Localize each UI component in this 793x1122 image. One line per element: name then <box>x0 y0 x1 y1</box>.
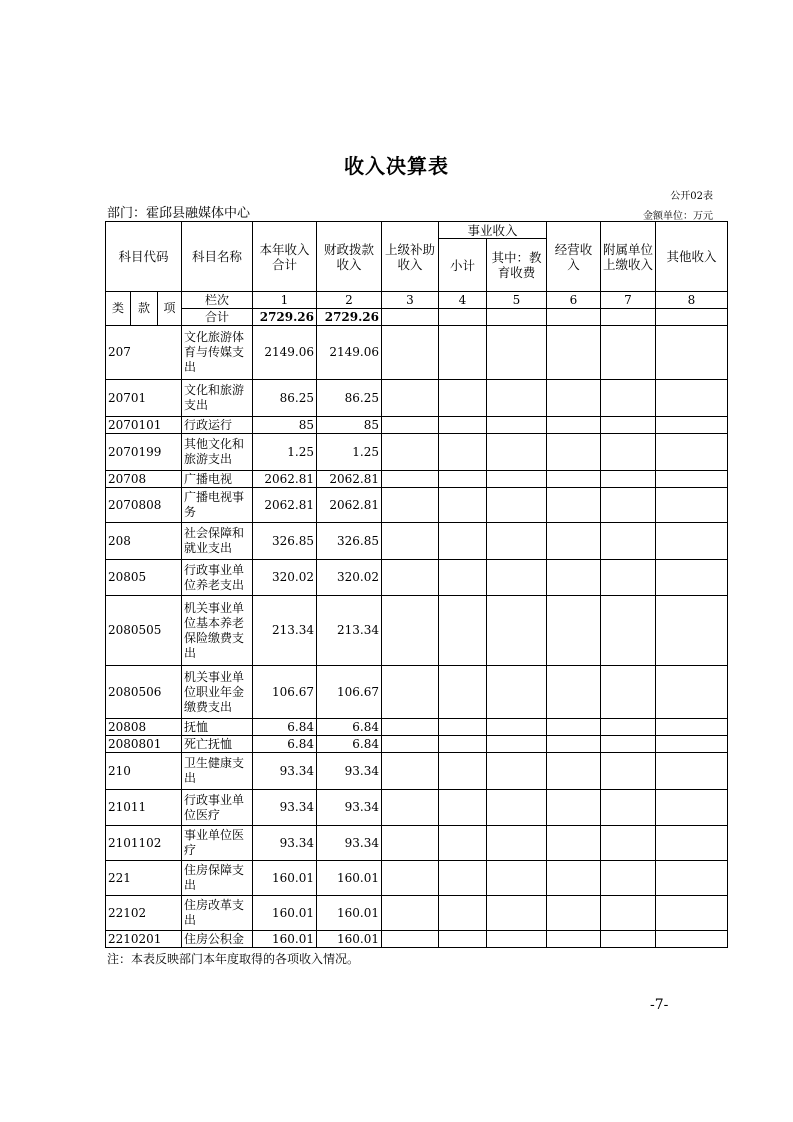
empty-cell <box>382 380 439 417</box>
page-title: 收入决算表 <box>344 154 449 178</box>
fiscal-value: 160.01 <box>317 896 382 931</box>
empty-cell <box>439 596 487 666</box>
total-income-value: 93.34 <box>253 790 317 826</box>
empty-cell <box>601 753 656 790</box>
table-row <box>106 753 728 790</box>
subject-name: 社会保障和就业支出 <box>182 523 253 560</box>
col-num: 3 <box>382 292 439 309</box>
fiscal-value: 160.01 <box>317 861 382 896</box>
header-fiscal: 财政拨款收入 <box>317 222 382 292</box>
empty-cell <box>547 471 601 488</box>
table-row <box>106 666 728 719</box>
empty-cell <box>439 309 487 326</box>
empty-cell <box>547 861 601 896</box>
empty-cell <box>601 326 656 380</box>
header-other: 其他收入 <box>656 222 728 292</box>
total-income-value: 1.25 <box>253 434 317 471</box>
empty-cell <box>547 753 601 790</box>
empty-cell <box>601 896 656 931</box>
table-row <box>106 826 728 861</box>
table-row <box>106 523 728 560</box>
total-income-value: 160.01 <box>253 896 317 931</box>
fiscal-value: 2149.06 <box>317 326 382 380</box>
department-label: 部门：霍邱县融媒体中心 <box>107 206 251 221</box>
empty-cell <box>601 826 656 861</box>
empty-cell <box>601 560 656 596</box>
fiscal-value: 6.84 <box>317 736 382 753</box>
header-subject-name: 科目名称 <box>182 222 253 292</box>
empty-cell <box>547 417 601 434</box>
table-row <box>106 471 728 488</box>
table-row <box>106 790 728 826</box>
table-row <box>106 380 728 417</box>
empty-cell <box>547 326 601 380</box>
subject-name: 住房保障支出 <box>182 861 253 896</box>
table-row <box>106 596 728 666</box>
empty-cell <box>487 471 547 488</box>
subject-name: 文化旅游体育与传媒支出 <box>182 326 253 380</box>
subject-code: 2070808 <box>106 488 182 523</box>
empty-cell <box>382 861 439 896</box>
empty-cell <box>382 326 439 380</box>
subject-code: 20808 <box>106 719 182 736</box>
empty-cell <box>601 736 656 753</box>
empty-cell <box>547 896 601 931</box>
empty-cell <box>382 896 439 931</box>
empty-cell <box>439 417 487 434</box>
empty-cell <box>656 326 728 380</box>
empty-cell <box>601 417 656 434</box>
empty-cell <box>656 719 728 736</box>
empty-cell <box>601 471 656 488</box>
subject-name: 死亡抚恤 <box>182 736 253 753</box>
empty-cell <box>439 326 487 380</box>
empty-cell <box>487 488 547 523</box>
empty-cell <box>487 719 547 736</box>
empty-cell <box>601 719 656 736</box>
empty-cell <box>547 560 601 596</box>
empty-cell <box>547 931 601 948</box>
income-table <box>105 221 728 948</box>
fiscal-value: 93.34 <box>317 826 382 861</box>
empty-cell <box>656 434 728 471</box>
col-num: 2 <box>317 292 382 309</box>
col-num: 4 <box>439 292 487 309</box>
empty-cell <box>547 523 601 560</box>
subject-name: 机关事业单位基本养老保险缴费支出 <box>182 596 253 666</box>
fiscal-value: 1.25 <box>317 434 382 471</box>
header-education-fee: 其中：教育收费 <box>487 239 547 292</box>
empty-cell <box>601 309 656 326</box>
empty-cell <box>487 523 547 560</box>
empty-cell <box>439 719 487 736</box>
empty-cell <box>382 666 439 719</box>
empty-cell <box>439 560 487 596</box>
total-income-value: 93.34 <box>253 826 317 861</box>
empty-cell <box>656 931 728 948</box>
empty-cell <box>547 736 601 753</box>
empty-cell <box>487 309 547 326</box>
header-col-order: 栏次 <box>182 292 253 309</box>
subject-name: 广播电视 <box>182 471 253 488</box>
subject-code: 21011 <box>106 790 182 826</box>
empty-cell <box>487 736 547 753</box>
table-row <box>106 417 728 434</box>
subject-name: 事业单位医疗 <box>182 826 253 861</box>
empty-cell <box>656 488 728 523</box>
subject-code: 2070199 <box>106 434 182 471</box>
empty-cell <box>656 666 728 719</box>
total-income-value: 160.01 <box>253 931 317 948</box>
empty-cell <box>382 560 439 596</box>
empty-cell <box>547 380 601 417</box>
fiscal-value: 160.01 <box>317 931 382 948</box>
subject-name: 机关事业单位职业年金缴费支出 <box>182 666 253 719</box>
subject-code: 210 <box>106 753 182 790</box>
empty-cell <box>487 434 547 471</box>
subject-code: 208 <box>106 523 182 560</box>
empty-cell <box>439 380 487 417</box>
empty-cell <box>601 790 656 826</box>
empty-cell <box>382 523 439 560</box>
empty-cell <box>439 523 487 560</box>
empty-cell <box>382 309 439 326</box>
subject-code: 207 <box>106 326 182 380</box>
empty-cell <box>382 488 439 523</box>
table-row <box>106 896 728 931</box>
empty-cell <box>487 596 547 666</box>
fiscal-value: 326.85 <box>317 523 382 560</box>
subject-code: 20701 <box>106 380 182 417</box>
empty-cell <box>656 417 728 434</box>
empty-cell <box>487 753 547 790</box>
fiscal-value: 106.67 <box>317 666 382 719</box>
empty-cell <box>382 826 439 861</box>
col-num: 6 <box>547 292 601 309</box>
empty-cell <box>656 826 728 861</box>
table-row <box>106 434 728 471</box>
table-row <box>106 326 728 380</box>
total-income-value: 93.34 <box>253 753 317 790</box>
empty-cell <box>547 826 601 861</box>
form-id: 公开02表 <box>670 191 713 202</box>
empty-cell <box>439 790 487 826</box>
page-number: -7- <box>650 997 669 1013</box>
subject-name: 卫生健康支出 <box>182 753 253 790</box>
table-row <box>106 861 728 896</box>
header-item: 项 <box>158 292 182 326</box>
fiscal-value: 2062.81 <box>317 488 382 523</box>
col-num: 5 <box>487 292 547 309</box>
total-label: 合计 <box>182 309 253 326</box>
fiscal-value: 320.02 <box>317 560 382 596</box>
subject-name: 行政运行 <box>182 417 253 434</box>
empty-cell <box>487 380 547 417</box>
empty-cell <box>601 666 656 719</box>
table-row <box>106 719 728 736</box>
empty-cell <box>656 523 728 560</box>
empty-cell <box>656 896 728 931</box>
empty-cell <box>547 434 601 471</box>
empty-cell <box>547 309 601 326</box>
empty-cell <box>601 596 656 666</box>
header-section: 款 <box>131 292 158 326</box>
fiscal-value: 93.34 <box>317 790 382 826</box>
empty-cell <box>382 719 439 736</box>
empty-cell <box>439 488 487 523</box>
total-income-value: 2149.06 <box>253 326 317 380</box>
empty-cell <box>656 596 728 666</box>
empty-cell <box>547 719 601 736</box>
table-row <box>106 736 728 753</box>
empty-cell <box>439 666 487 719</box>
col-num: 8 <box>656 292 728 309</box>
header-affiliated: 附属单位上缴收入 <box>601 222 656 292</box>
total-income-value: 326.85 <box>253 523 317 560</box>
total-income-value: 6.84 <box>253 719 317 736</box>
total-income-value: 2729.26 <box>253 309 317 326</box>
empty-cell <box>439 931 487 948</box>
subject-code: 2080506 <box>106 666 182 719</box>
empty-cell <box>382 596 439 666</box>
total-income-value: 6.84 <box>253 736 317 753</box>
subject-name: 住房公积金 <box>182 931 253 948</box>
total-income-value: 213.34 <box>253 596 317 666</box>
subject-code: 2070101 <box>106 417 182 434</box>
col-num: 1 <box>253 292 317 309</box>
subject-name: 文化和旅游支出 <box>182 380 253 417</box>
empty-cell <box>382 471 439 488</box>
empty-cell <box>601 523 656 560</box>
empty-cell <box>487 326 547 380</box>
total-income-value: 106.67 <box>253 666 317 719</box>
empty-cell <box>547 596 601 666</box>
empty-cell <box>601 931 656 948</box>
empty-cell <box>382 753 439 790</box>
table-row <box>106 488 728 523</box>
fiscal-value: 213.34 <box>317 596 382 666</box>
table-row <box>106 931 728 948</box>
empty-cell <box>656 753 728 790</box>
empty-cell <box>656 560 728 596</box>
total-income-value: 320.02 <box>253 560 317 596</box>
empty-cell <box>439 896 487 931</box>
empty-cell <box>656 861 728 896</box>
empty-cell <box>656 380 728 417</box>
header-business-income: 事业收入 <box>439 222 547 239</box>
empty-cell <box>547 488 601 523</box>
total-income-value: 2062.81 <box>253 488 317 523</box>
fiscal-value: 86.25 <box>317 380 382 417</box>
fiscal-value: 6.84 <box>317 719 382 736</box>
subject-code: 20708 <box>106 471 182 488</box>
total-income-value: 85 <box>253 417 317 434</box>
empty-cell <box>601 861 656 896</box>
subject-name: 其他文化和旅游支出 <box>182 434 253 471</box>
empty-cell <box>439 434 487 471</box>
total-income-value: 160.01 <box>253 861 317 896</box>
subject-code: 2080801 <box>106 736 182 753</box>
empty-cell <box>656 790 728 826</box>
empty-cell <box>487 896 547 931</box>
header-operating: 经营收入 <box>547 222 601 292</box>
subject-code: 22102 <box>106 896 182 931</box>
subject-code: 221 <box>106 861 182 896</box>
empty-cell <box>439 826 487 861</box>
empty-cell <box>439 753 487 790</box>
empty-cell <box>487 861 547 896</box>
unit-label: 金额单位：万元 <box>643 211 713 222</box>
subject-code: 20805 <box>106 560 182 596</box>
subject-code: 2101102 <box>106 826 182 861</box>
subject-code: 2080505 <box>106 596 182 666</box>
empty-cell <box>487 826 547 861</box>
empty-cell <box>487 790 547 826</box>
empty-cell <box>547 666 601 719</box>
empty-cell <box>439 736 487 753</box>
table-row <box>106 560 728 596</box>
subject-name: 行政事业单位养老支出 <box>182 560 253 596</box>
subject-name: 住房改革支出 <box>182 896 253 931</box>
empty-cell <box>656 471 728 488</box>
empty-cell <box>382 417 439 434</box>
empty-cell <box>382 931 439 948</box>
empty-cell <box>601 380 656 417</box>
subject-code: 2210201 <box>106 931 182 948</box>
empty-cell <box>487 931 547 948</box>
empty-cell <box>601 488 656 523</box>
total-income-value: 2062.81 <box>253 471 317 488</box>
empty-cell <box>382 736 439 753</box>
subject-name: 广播电视事务 <box>182 488 253 523</box>
fiscal-value: 2062.81 <box>317 471 382 488</box>
header-superior-subsidy: 上级补助收入 <box>382 222 439 292</box>
empty-cell <box>439 471 487 488</box>
empty-cell <box>601 434 656 471</box>
table-note: 注：本表反映部门本年度取得的各项收入情况。 <box>107 952 360 966</box>
empty-cell <box>656 736 728 753</box>
fiscal-value: 93.34 <box>317 753 382 790</box>
header-subtotal: 小计 <box>439 239 487 292</box>
empty-cell <box>547 790 601 826</box>
subject-name: 行政事业单位医疗 <box>182 790 253 826</box>
empty-cell <box>382 790 439 826</box>
header-total-income: 本年收入合计 <box>253 222 317 292</box>
total-fiscal-value: 2729.26 <box>317 309 382 326</box>
empty-cell <box>487 417 547 434</box>
empty-cell <box>487 666 547 719</box>
empty-cell <box>439 861 487 896</box>
empty-cell <box>487 560 547 596</box>
col-num: 7 <box>601 292 656 309</box>
fiscal-value: 85 <box>317 417 382 434</box>
empty-cell <box>382 434 439 471</box>
header-subject-code: 科目代码 <box>106 222 182 292</box>
subject-name: 抚恤 <box>182 719 253 736</box>
total-income-value: 86.25 <box>253 380 317 417</box>
empty-cell <box>656 309 728 326</box>
header-cat: 类 <box>106 292 131 326</box>
